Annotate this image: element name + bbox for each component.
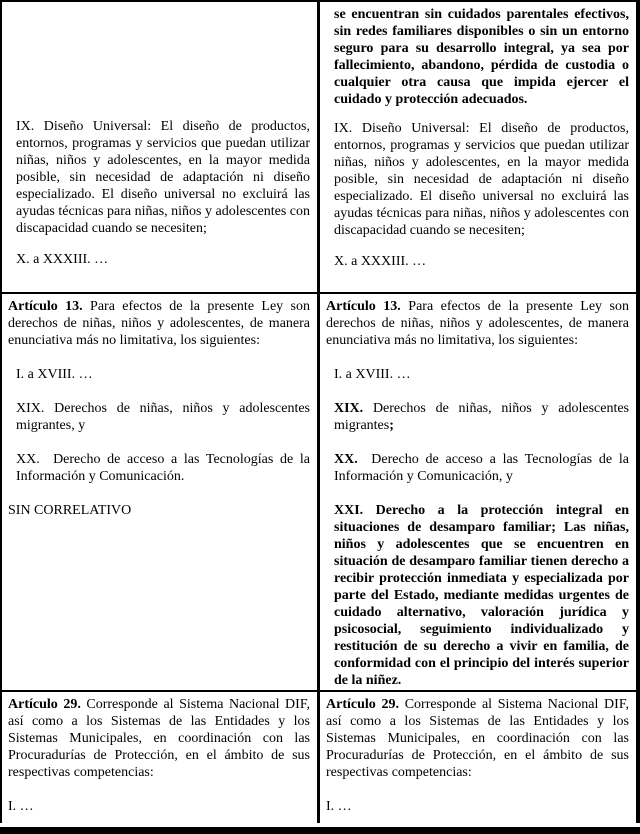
table-row [2, 2, 636, 294]
paragraph-fraccion-ix: IX. Diseño Universal: El diseño de productos, entornos, programas y servicios que puedan utilizar niñas, niños y adolescentes, en la mayor medida posible, sin necesidad de adaptación ni diseño especializado. El diseño universal no excluirá las ayudas técnicas para niñas, niños y adolescentes con discapacidad cuando se necesiten; [334, 121, 629, 238]
paragraph-fraccion-xix [326, 400, 629, 434]
paragraph-fraccion-i: I. … [8, 799, 34, 814]
cell-articulo-29-proposed [320, 692, 636, 823]
paragraph-fraccion-xx: XX. Derecho de acceso a las Tecnologías de la Información y Comunicación. [16, 452, 310, 484]
cell-articulo-13-current [2, 294, 320, 690]
paragraph-articulo-29 [8, 696, 310, 781]
article-number-label: Artículo 29. [8, 697, 81, 712]
paragraph-proposed-intro: se encuentran sin cuidados parentales efectivos, sin redes familiares disponibles o sin un entorno seguro para su desarrollo integral, ya sea por fallecimiento, abandono, pérdida de custodia o cualquier otra causa que impida ejercer el cuidado y protección adecuados. [334, 7, 629, 107]
article-number-label: Artículo 29. [326, 697, 399, 712]
fraccion-number-label: XIX. [334, 401, 364, 416]
paragraph-articulo-13 [326, 298, 629, 349]
paragraph-fraccion-xx [326, 451, 629, 485]
fraccion-punctuation: ; [389, 418, 394, 433]
cell-row1-current-text [2, 2, 320, 292]
table-row [2, 692, 636, 823]
paragraph-fraccion-ix: IX. Diseño Universal: El diseño de productos, entornos, programas y servicios que puedan utilizar niñas, niños y adolescentes, en la mayor medida posible, sin necesidad de adaptación ni diseño especializado. El diseño universal no excluirá las ayudas técnicas para niñas, niños y adolescentes con discapacidad cuando se necesiten; [16, 119, 310, 236]
paragraph-fraccion-range: I. a XVIII. … [334, 367, 411, 382]
fraccion-body-text: Derecho de acceso a las Tecnologías de la Información y Comunicación, y [334, 452, 629, 484]
cell-row1-proposed-text [320, 2, 636, 292]
paragraph-fraccion-range: I. a XVIII. … [16, 367, 93, 382]
article-number-label: Artículo 13. [326, 299, 401, 314]
page-bottom-edge [0, 827, 640, 834]
paragraph-fraccion-xxi-proposed: XXI. Derecho a la protección integral en situaciones de desamparo familiar; Las niñas, niños y adolescentes que se encuentren en situación de desamparo familiar tienen derecho a recibir protección inmediata y especializada por parte del Estado, mediante medidas urgentes de cuidado alternativo, valoración jurídica y psicosocial, seguimiento individualizado y restitución de su derecho a vivir en familia, de conformidad con el principio del interés superior de la niñez. [334, 503, 629, 688]
paragraph-articulo-13 [8, 298, 310, 349]
article-body-text: Para efectos de la presente Ley son derechos de niñas, niños y adolescentes, de manera enunciativa más no limitativa, los siguientes: [326, 299, 629, 348]
cell-articulo-13-proposed [320, 294, 636, 690]
paragraph-articulo-29 [326, 696, 629, 781]
cell-articulo-29-current [2, 692, 320, 823]
table-row [2, 294, 636, 692]
fraccion-number-label: XX. [334, 452, 358, 467]
article-body-text: Para efectos de la presente Ley son derechos de niñas, niños y adolescentes, de manera enunciativa más no limitativa, los siguientes: [8, 299, 310, 348]
paragraph-fraccion-range: X. a XXXIII. … [334, 254, 427, 269]
paragraph-fraccion-i: I. … [326, 799, 352, 814]
fraccion-body-text: Derechos de niñas, niños y adolescentes migrantes [334, 401, 629, 433]
paragraph-fraccion-xix: XIX. Derechos de niñas, niños y adolescentes migrantes, y [16, 401, 310, 433]
paragraph-fraccion-range: X. a XXXIII. … [16, 252, 109, 267]
paragraph-sin-correlativo: SIN CORRELATIVO [8, 503, 132, 518]
article-body-text: Corresponde al Sistema Nacional DIF, así como a los Sistemas de las Entidades y los Sistemas Municipales, en coordinación con las Procuradurías de Protección, en el ámbito de sus respectivas competencias: [326, 697, 629, 780]
article-body-text: Corresponde al Sistema Nacional DIF, así como a los Sistemas de las Entidades y los Sistemas Municipales, en coordinación con las Procuradurías de Protección, en el ámbito de sus respectivas competencias: [8, 697, 310, 780]
article-number-label: Artículo 13. [8, 299, 83, 314]
